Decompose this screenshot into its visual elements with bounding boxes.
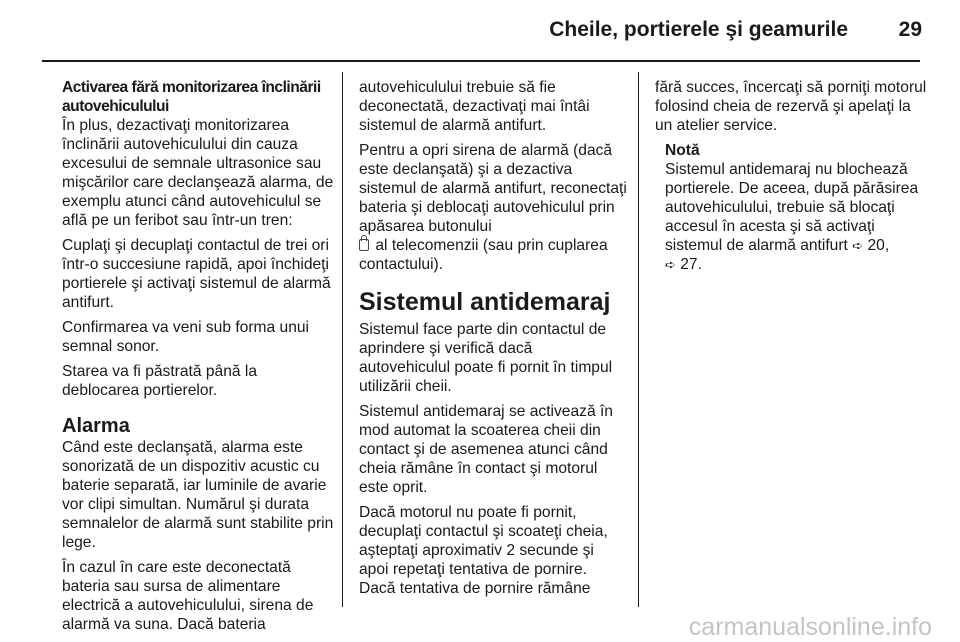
paragraph: Starea va fi păstrată până la deblocarea portierelor. (62, 363, 258, 399)
arrow-right-icon: ➪ (665, 257, 676, 272)
paragraph: În cazul în care este deconectată bateria sau sursa de alimentare electrică a autovehiculului, sirena de alarmă va suna. Dacă bateria (62, 559, 314, 633)
paragraph: În plus, dezactivaţi monitorizarea înclinării autovehiculului din cauza excesului de semnale ultrasonice sau mişcărilor care declanşează alarma, de exemplu atunci când autovehiculul se află pe un feribot sau într-un tren: (62, 117, 334, 229)
note-label: Notă (665, 142, 700, 159)
column-3 (655, 78, 927, 274)
note-box (655, 141, 927, 274)
arrow-right-icon: ➪ (852, 238, 864, 253)
column-2 (359, 78, 627, 598)
paragraph-text: al telecomenzii (sau prin cuplarea contactului). (359, 237, 608, 273)
section-heading-immobiliser: Sistemul antidemaraj (359, 288, 611, 316)
unlock-icon (359, 239, 369, 251)
paragraph-text: Pentru a opri sirena de alarmă (dacă este declanşată) şi a dezactiva sistemul de alarmă antifurt, reconectaţi bateria şi deblocaţi autovehiculul prin apăsarea butonului (359, 142, 627, 235)
paragraph (359, 141, 627, 274)
paragraph: Dacă motorul nu poate fi pornit, decuplaţi contactul şi scoateţi cheia, aşteptaţi aproximativ 2 secunde şi apoi repetaţi tentativa de pornire. Dacă tentativa de pornire rămâne (359, 504, 608, 597)
page-title: Cheile, portierele şi geamurile (549, 18, 848, 41)
page-number: 29 (898, 18, 922, 41)
paragraph: Cuplaţi şi decuplaţi contactul de trei ori într-o succesiune rapidă, apoi închideţi portierele şi activaţi sistemul de alarmă antifurt. (62, 237, 331, 311)
column-divider-1 (342, 72, 343, 607)
paragraph: Sistemul face parte din contactul de aprindere şi verifică dacă autovehiculul poate fi pornit în timpul utilizării cheii. (359, 321, 613, 395)
subheading-tilt-monitoring: Activarea fără monitorizarea înclinării autovehiculului (62, 79, 321, 115)
paragraph: Când este declanşată, alarma este sonorizată de un dispozitiv acustic cu baterie separată, iar luminile de avarie vor clipi simultan. Numărul şi durata semnalelor de alarmă sunt stabilite prin lege. (62, 439, 334, 551)
page-reference[interactable]: 27. (680, 256, 702, 273)
header-divider (42, 60, 920, 62)
paragraph: autovehiculului trebuie să fie deconectată, dezactivaţi mai întâi sistemul de alarmă antifurt. (359, 79, 590, 134)
note-text: Sistemul antidemaraj nu blochează portierele. De aceea, după părăsirea autovehiculului, trebuie să blocaţi accesul în acesta şi să activaţi sistemul de alarmă antifurt (665, 161, 919, 254)
page-reference[interactable]: 20, (867, 237, 890, 254)
watermark: carmanualsonline.info (688, 613, 932, 641)
paragraph: Confirmarea va veni sub forma unui semnal sonor. (62, 319, 310, 355)
column-divider-2 (638, 72, 639, 607)
column-1 (62, 78, 334, 640)
paragraph: Sistemul antidemaraj se activează în mod automat la scoaterea cheii din contact şi de asemenea atunci când cheia rămâne în contact şi motorul este oprit. (359, 403, 613, 496)
paragraph: fără succes, încercaţi să porniţi motorul folosind cheia de rezervă şi apelaţi la un atelier service. (655, 79, 927, 134)
section-heading-alarm: Alarma (62, 415, 130, 437)
